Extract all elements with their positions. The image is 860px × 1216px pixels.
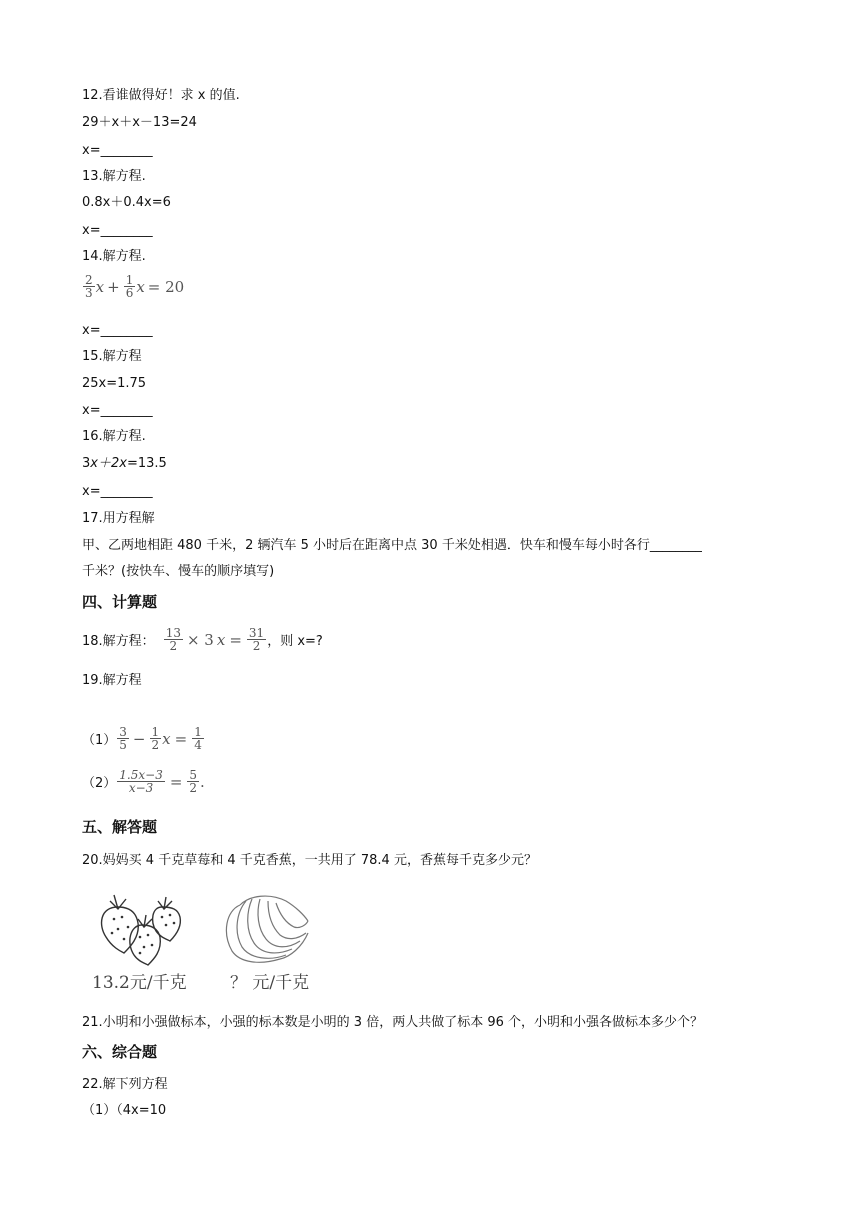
section-5-heading: 五、解答题: [82, 818, 158, 836]
q21-title: 21.小明和小强做标本，小强的标本数是小明的 3 倍，两人共做了标本 96 个，小明和小强各做标本多少个？: [82, 1015, 704, 1030]
q14-x2: x: [136, 277, 145, 296]
q14-a-numerator: 2: [85, 273, 93, 287]
strawberry-price-label: 13.2元/千克: [92, 973, 187, 993]
q16-eq-part-b: x＋2: [90, 456, 120, 471]
q16-answer-blank[interactable]: x=________: [82, 484, 153, 499]
q19-p2-c-numerator: 5: [189, 768, 198, 782]
q14-rhs: = 20: [147, 277, 185, 296]
q14-answer-blank[interactable]: x=________: [82, 323, 153, 338]
q19-p1-b-denominator: 2: [151, 738, 160, 752]
q13-title: 13.解方程.: [82, 169, 146, 184]
q13-answer-blank[interactable]: x=________: [82, 223, 153, 238]
q19-p1-b-numerator: 1: [151, 725, 160, 739]
q18-suffix: ，则 x=?: [267, 634, 323, 649]
q19-p1-minus: −: [132, 729, 146, 748]
q19-p2-denominator: x−3: [128, 781, 154, 795]
q14-b-denominator: 6: [125, 286, 134, 300]
q20-title: 20.妈妈买 4 千克草莓和 4 千克香蕉，一共用了 78.4 元，香蕉每千克多少元？: [82, 853, 537, 868]
q19-part2-label: （2）: [82, 776, 117, 791]
q18-x: x: [216, 630, 226, 649]
q19-title: 19.解方程: [82, 673, 142, 688]
q19-p2-c-denominator: 2: [189, 781, 198, 795]
q19-p2-numerator: 1.5x−3: [119, 768, 163, 782]
q12-title: 12.看谁做得好！求 x 的值.: [82, 88, 240, 103]
q19-part2: [82, 769, 205, 794]
q14-x1: x: [95, 277, 105, 296]
q18-b-denominator: 2: [252, 639, 261, 653]
q16-eq-part-c: x: [119, 456, 127, 471]
q15-title: 15.解方程: [82, 349, 142, 364]
q19-p2-equals: =: [169, 772, 183, 791]
q19-p1-a-denominator: 5: [119, 738, 127, 752]
q19-p1-c-numerator: 1: [194, 725, 202, 739]
q14-title: 14.解方程.: [82, 249, 146, 264]
q12-equation: 29＋x＋x－13=24: [82, 115, 197, 130]
q15-answer-blank[interactable]: x=________: [82, 403, 153, 418]
q22-part1: （1）（4x=10: [82, 1103, 167, 1118]
section-6-heading: 六、综合题: [82, 1043, 158, 1061]
section-4-heading: 四、计算题: [82, 593, 158, 611]
q18-prefix: 18.解方程：: [82, 634, 155, 649]
q19-p1-x: x: [162, 729, 171, 748]
banana-icon: [226, 896, 308, 962]
q20-figure: [90, 885, 330, 995]
strawberry-icon: [102, 895, 181, 965]
q18-equals: =: [229, 630, 242, 649]
q16-eq-part-d: =13.5: [126, 456, 167, 471]
q19-part1: [82, 726, 205, 751]
q19-p1-equals: =: [174, 729, 188, 748]
q18-a-numerator: 13: [165, 626, 181, 640]
q19-part1-label: （1）: [82, 733, 117, 748]
q13-equation: 0.8x＋0.4x=6: [82, 195, 171, 210]
q16-eq-part-a: 3: [82, 456, 91, 471]
q19-p2-period: .: [200, 772, 205, 791]
q12-answer-blank[interactable]: x=________: [82, 143, 153, 158]
q15-equation: 25x=1.75: [82, 376, 147, 391]
q14-plus: +: [107, 277, 120, 296]
q18-a-denominator: 2: [169, 639, 178, 653]
q17-title: 17.用方程解: [82, 511, 155, 526]
q20-figure-svg: [90, 885, 330, 995]
q19-p1-a-numerator: 3: [119, 725, 127, 739]
q22-title: 22.解下列方程: [82, 1077, 168, 1092]
q14-b-numerator: 1: [125, 273, 134, 287]
q17-text-line2: 千米？(按快车、慢车的顺序填写): [82, 564, 275, 579]
q14-equation: [82, 274, 184, 299]
q18-times: × 3: [186, 630, 214, 649]
banana-price-label: ？ 元/千克: [230, 973, 310, 993]
q19-p1-c-denominator: 4: [194, 738, 202, 752]
q18-line: [82, 627, 323, 652]
q16-equation: [82, 455, 167, 473]
q16-title: 16.解方程.: [82, 429, 146, 444]
q18-b-numerator: 31: [248, 626, 265, 640]
q17-text-line1: 甲、乙两地相距 480 千米，2 辆汽车 5 小时后在距离中点 30 千米处相遇．快车和慢车每小时各行________: [82, 538, 702, 553]
q14-a-denominator: 3: [85, 286, 93, 300]
